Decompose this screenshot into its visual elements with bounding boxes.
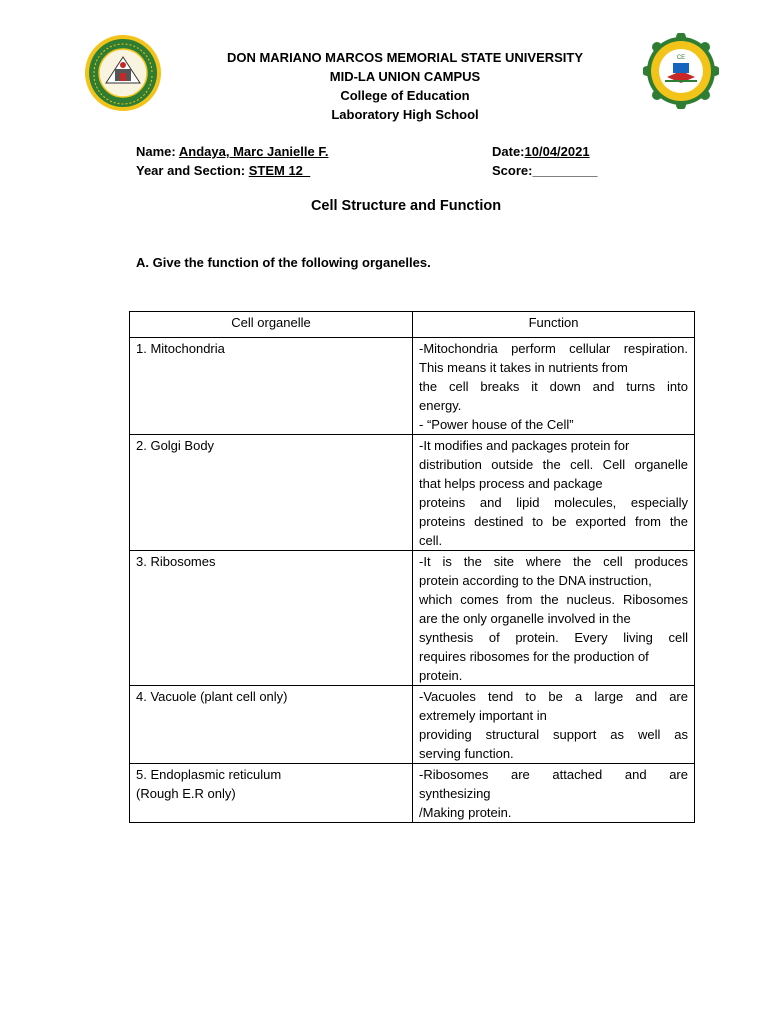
function-line: This means it takes in nutrients from [419,360,628,375]
function-line: cell. [419,533,443,548]
table-row [130,435,695,551]
function-line: proteins and lipid molecules, especially [419,495,688,510]
organelle-cell [130,551,413,686]
table-header-row [130,312,695,338]
function-line: -Mitochondria perform cellular respiration. [419,341,688,356]
function-line: synthesis of protein. Every living cell [419,630,688,645]
university-name: DON MARIANO MARCOS MEMORIAL STATE UNIVERSITY [226,50,584,65]
organelle-cell [130,435,413,551]
function-line: are the only organelle involved in the [419,611,631,626]
function-cell [413,686,695,764]
function-line: -Vacuoles tend to be a large and are [419,689,688,704]
organelle-note: (Rough E.R only) [136,786,236,801]
score-row [492,161,598,180]
score-value: _________ [532,163,598,178]
name-value: Andaya, Marc Janielle F. [178,144,329,159]
organelle-name: 3. Ribosomes [136,554,216,569]
date-row [492,142,590,161]
school-name: Laboratory High School [331,107,479,122]
function-line: - “Power house of the Cell” [419,417,574,432]
school-header [160,48,650,124]
function-cell [413,338,695,435]
function-line: -It is the site where the cell produces [419,554,688,569]
student-name-row [136,142,328,161]
name-label: Name: [136,144,176,159]
document-title: Cell Structure and Function [310,198,502,214]
year-section-row [136,161,310,180]
table-row [130,764,695,823]
function-line: requires ribosomes for the production of [419,649,649,664]
table-row [130,338,695,435]
table-row [130,551,695,686]
organelle-column-header: Cell organelle [130,312,413,338]
function-line: synthesizing [419,786,491,801]
organelle-name: 5. Endoplasmic reticulum [136,767,282,782]
function-line: -Ribosomes are attached and are [419,767,688,782]
function-cell [413,551,695,686]
function-cell [413,764,695,823]
organelle-name: 4. Vacuole (plant cell only) [136,689,288,704]
function-line: protein according to the DNA instruction, [419,573,652,588]
function-line: serving function. [419,746,514,761]
organelle-cell [130,764,413,823]
university-seal-logo [84,33,162,113]
date-label: Date: [492,144,525,159]
function-line: that helps process and package [419,476,603,491]
score-label: Score: [492,163,533,178]
date-value: 10/04/2021 [524,144,590,159]
function-line: /Making protein. [419,805,512,820]
function-line: the cell breaks it down and turns into [419,379,688,394]
function-cell [413,435,695,551]
function-line: extremely important in [419,708,547,723]
organelle-cell [130,686,413,764]
svg-text:CE: CE [676,55,686,61]
organelle-name: 2. Golgi Body [136,438,215,453]
function-line: protein. [419,668,463,683]
organelle-table [129,311,695,823]
table-row [130,686,695,764]
section-value: STEM 12_ [248,163,311,178]
function-line: providing structural support as well as [419,727,688,742]
campus-name: MID-LA UNION CAMPUS [329,69,481,84]
instruction-text: A. Give the function of the following organelles. [136,255,431,270]
college-name: College of Education [340,88,470,103]
function-line: which comes from the nucleus. Ribosomes [419,592,688,607]
function-line: -It modifies and packages protein for [419,438,630,453]
function-line: distribution outside the cell. Cell organelle [419,457,688,472]
section-label: Year and Section: [136,163,246,178]
function-line: energy. [419,398,462,413]
function-column-header: Function [413,312,695,338]
college-seal-logo [643,33,719,109]
organelle-name: 1. Mitochondria [136,341,225,356]
function-line: proteins destined to be exported from the [419,514,688,529]
organelle-cell [130,338,413,435]
